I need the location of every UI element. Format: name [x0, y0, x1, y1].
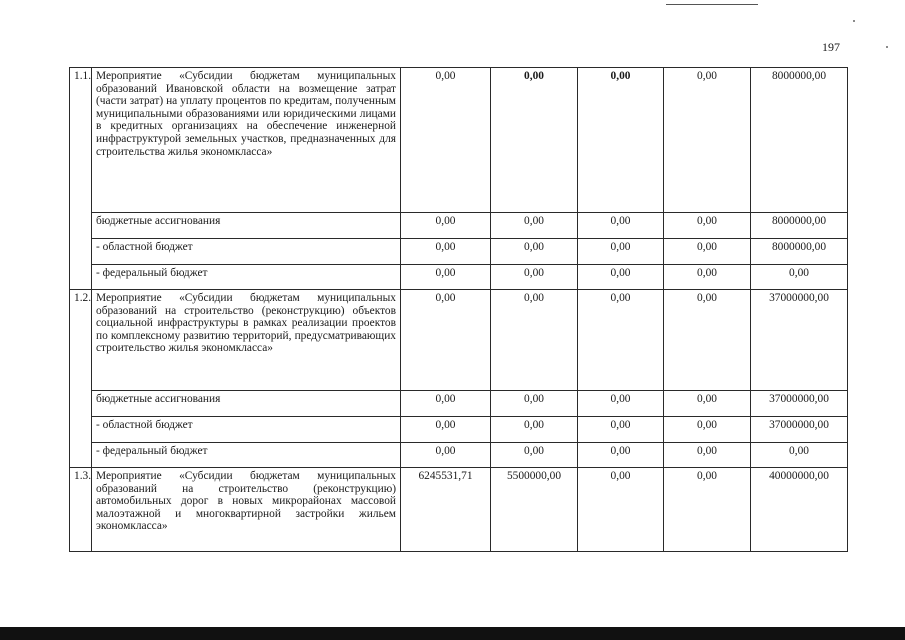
table-row [70, 213, 848, 239]
sub-row-label: - федеральный бюджет [92, 443, 401, 468]
value-cell: 0,00 [578, 265, 664, 290]
value-cell: 0,00 [491, 290, 578, 391]
value-cell: 0,00 [664, 468, 751, 552]
value-cell: 0,00 [578, 68, 664, 213]
value-cell: 0,00 [491, 265, 578, 290]
value-cell: 0,00 [491, 68, 578, 213]
value-cell: 0,00 [401, 290, 491, 391]
value-cell: 0,00 [401, 443, 491, 468]
sub-row-label: - областной бюджет [92, 417, 401, 443]
measure-description: Мероприятие «Субсидии бюджетам муниципальных образований Ивановской области на возмещение затрат (части затрат) на уплату процентов по кредитам, полученным муниципальными образованиями или юридическими лицами в кредитных организациях на обеспечение инженерной инфраструктурой земельных участков, предназначенных для строительства жилья экономкласса» [92, 68, 401, 213]
value-cell: 0,00 [751, 443, 848, 468]
value-cell: 0,00 [491, 213, 578, 239]
table-row [70, 468, 848, 552]
sub-row-label: - областной бюджет [92, 239, 401, 265]
value-cell: 40000000,00 [751, 468, 848, 552]
value-cell: 37000000,00 [751, 391, 848, 417]
value-cell: 0,00 [578, 213, 664, 239]
table-row [70, 443, 848, 468]
value-cell: 0,00 [664, 213, 751, 239]
value-cell: 0,00 [491, 443, 578, 468]
value-cell: 0,00 [401, 239, 491, 265]
value-cell: 5500000,00 [491, 468, 578, 552]
scan-speck [853, 20, 855, 22]
table-row [70, 68, 848, 213]
sub-row-label: бюджетные ассигнования [92, 213, 401, 239]
value-cell: 0,00 [401, 213, 491, 239]
value-cell: 0,00 [578, 443, 664, 468]
value-cell: 0,00 [578, 468, 664, 552]
row-number: 1.1. [70, 68, 92, 290]
value-cell: 8000000,00 [751, 68, 848, 213]
value-cell: 0,00 [401, 265, 491, 290]
value-cell: 0,00 [664, 265, 751, 290]
value-cell: 0,00 [578, 239, 664, 265]
table-row [70, 239, 848, 265]
value-cell: 0,00 [401, 417, 491, 443]
value-cell: 0,00 [401, 68, 491, 213]
value-cell: 37000000,00 [751, 417, 848, 443]
value-cell: 0,00 [578, 417, 664, 443]
top-rule [666, 4, 758, 5]
value-cell: 37000000,00 [751, 290, 848, 391]
value-cell: 0,00 [664, 443, 751, 468]
measure-description: Мероприятие «Субсидии бюджетам муниципальных образований на строительство (реконструкцию) объектов социальной инфраструктуры в рамках реализации проектов по комплексному развитию территорий, предусматривающих строительство жилья экономкласса» [92, 290, 401, 391]
value-cell: 0,00 [664, 239, 751, 265]
page-number: 197 [822, 40, 840, 54]
budget-table [69, 67, 848, 552]
row-number: 1.3. [70, 468, 92, 552]
value-cell: 0,00 [664, 391, 751, 417]
value-cell: 0,00 [578, 391, 664, 417]
value-cell: 0,00 [751, 265, 848, 290]
value-cell: 0,00 [664, 68, 751, 213]
measure-description: Мероприятие «Субсидии бюджетам муниципальных образований на строительство (реконструкцию) автомобильных дорог в новых микрорайонах массовой малоэтажной и многоквартирной застройки жильем экономкласса» [92, 468, 401, 552]
value-cell: 8000000,00 [751, 239, 848, 265]
row-number: 1.2. [70, 290, 92, 468]
value-cell: 0,00 [491, 239, 578, 265]
table-row [70, 391, 848, 417]
scan-speck [886, 46, 888, 48]
value-cell: 0,00 [664, 290, 751, 391]
value-cell: 0,00 [664, 417, 751, 443]
value-cell: 6245531,71 [401, 468, 491, 552]
table-row [70, 417, 848, 443]
value-cell: 0,00 [491, 391, 578, 417]
value-cell: 8000000,00 [751, 213, 848, 239]
sub-row-label: - федеральный бюджет [92, 265, 401, 290]
table-row [70, 265, 848, 290]
table-row [70, 290, 848, 391]
sub-row-label: бюджетные ассигнования [92, 391, 401, 417]
value-cell: 0,00 [401, 391, 491, 417]
value-cell: 0,00 [491, 417, 578, 443]
value-cell: 0,00 [578, 290, 664, 391]
scan-edge-bar [0, 627, 905, 640]
